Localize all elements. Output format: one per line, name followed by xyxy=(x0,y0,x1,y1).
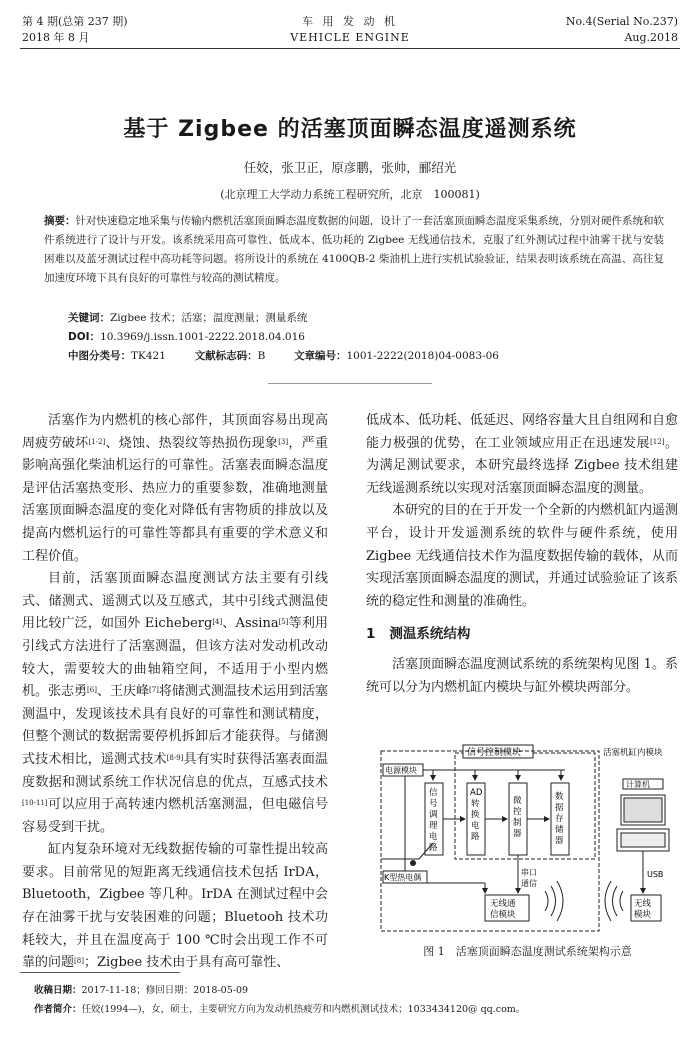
author-bio xyxy=(34,1002,674,1017)
received-value: 2017-11-18；修回日期：2018-05-09 xyxy=(81,985,249,996)
issue-number: 第 4 期(总第 237 期) xyxy=(22,15,128,28)
microcontroller-label: 微控制器 xyxy=(513,796,522,839)
cls-value: TK421 xyxy=(131,350,166,362)
citation: [8] xyxy=(74,957,84,966)
citation: [10-11] xyxy=(22,799,48,808)
abstract xyxy=(44,212,664,288)
section-heading: 1 测温系统结构 xyxy=(366,626,471,643)
journal-name-cn: 车 用 发 动 机 xyxy=(302,15,398,28)
footnote-rule xyxy=(20,972,180,973)
classification xyxy=(68,348,499,364)
figure-caption: 图 1 活塞顶面瞬态温度测试系统架构示意 xyxy=(423,945,632,958)
paper-title: 基于 Zigbee 的活塞顶面瞬态温度遥测系统 xyxy=(123,117,577,142)
usb-label: USB xyxy=(647,870,664,879)
paragraph: 活塞顶面瞬态温度测试系统的系统架构见图 1。系统可以分为内燃机缸内模块与缸外模块两部分。 xyxy=(366,656,678,695)
journal-name xyxy=(250,14,450,46)
citation: [4] xyxy=(212,618,223,627)
code-value: B xyxy=(257,350,266,362)
thermocouple-label: K型热电偶 xyxy=(384,873,422,882)
journal-name-en: VEHICLE ENGINE xyxy=(290,31,410,44)
doi xyxy=(68,329,305,345)
serial-date: Aug.2018 xyxy=(624,31,678,44)
doi-text: 10.3969/j.issn.1001-2222.2018.04.016 xyxy=(100,331,305,343)
abstract-label: 摘要： xyxy=(44,215,76,227)
keywords-text: Zigbee 技术；活塞；温度测量；测量系统 xyxy=(110,312,308,324)
citation: [5] xyxy=(278,618,289,627)
citation: [8-9] xyxy=(166,753,184,762)
doi-label: DOI： xyxy=(68,331,101,343)
bio-value: 任姣(1994—)，女，硕士，主要研究方向为发动机热疲劳和内燃机测试技术；1033434120@ qq.com。 xyxy=(81,1004,526,1015)
article-number-value: 1001-2222(2018)04-0083-06 xyxy=(346,350,499,362)
computer-label: 计算机 xyxy=(626,780,650,789)
journal-serial xyxy=(566,14,678,46)
bio-label: 作者简介： xyxy=(34,1004,82,1015)
wireless-module-label: 无线模块 xyxy=(634,899,652,920)
right-column xyxy=(366,410,678,699)
ad-converter-label: AD 转换电路 xyxy=(470,788,483,842)
serial-number: No.4(Serial No.237) xyxy=(565,15,678,28)
in-cylinder-module-label: 活塞机缸内模块 xyxy=(603,748,663,758)
paragraph: 目前，活塞顶面瞬态温度测试方法主要有引线式、储测式、遥测式以及互感式，其中引线式测温使用比较广泛，如国外 Eicheberg[4]、Assina[5]等利用引线式方法进行了活塞测温，但该方法对发动机改动较大，需要较大的曲轴箱空间，不适用于小型内燃机。张志勇[6]、王庆峰[7]将储测式测温技术运用到活塞测温中，发现该技术具有良好的可靠性和测试精度，但整个测试的数据需要停机拆卸后才能获得。与储测式技术相比，遥测式技术[8-9]具有实时获得活塞表面温度数据和测试系统工作状况信息的优点，互感式技术[10-11]可以应用于高转速内燃机活塞测温，但电磁信号容易受到干扰。 xyxy=(22,571,328,835)
abstract-text: 针对快速稳定地采集与传输内燃机活塞顶面瞬态温度数据的问题，设计了一套活塞顶面瞬态温度采集系统，分别对硬件系统和软件系统进行了设计与开发。该系统采用高可靠性、低成本、低功耗的 Zigbee 无线通信技术，克服了红外测试过程中油雾干扰与安装困难以及蓝牙测试过程中高功耗等问题。将所设计的系统在 4100QB-2 柴油机上进行实机试验验证，结果表明该系统在高温、高往复加速度环境下具有良好的可靠性与较高的测试精度。 xyxy=(44,215,665,284)
system-architecture-diagram xyxy=(375,743,680,935)
issue-date: 2018 年 8 月 xyxy=(22,31,90,44)
citation: [12] xyxy=(650,437,665,446)
left-column xyxy=(22,410,328,975)
header-rule xyxy=(20,48,680,49)
keywords xyxy=(68,310,307,326)
paragraph: 活塞作为内燃机的核心部件，其顶面容易出现高周疲劳破坏[1-2]、烧蚀、热裂纹等热损伤现象[3]，严重影响高强化柴油机运行的可靠性。活塞表面瞬态温度是评估活塞热变形、热应力的重要参数，准确地测量活塞顶面瞬态温度的变化对降低有害物质的排放以及提高内燃机运行的可靠性等都具有重要的学术意义和工程价值。 xyxy=(22,413,328,564)
paragraph: 低成本、低功耗、低延迟、网络容量大且自组网和自愈能力极强的优势，在工业领域应用正在迅速发展[12]。为满足测试要求，本研究最终选择 Zigbee 技术组建无线遥测系统以实现对活塞顶面瞬态温度的测量。 xyxy=(366,413,679,496)
power-module-label: 电源模块 xyxy=(385,766,417,775)
received-date xyxy=(34,983,248,998)
wireless-comm-module-label: 无线通信模块 xyxy=(490,899,516,920)
keywords-label: 关键词： xyxy=(68,312,110,324)
affiliation: (北京理工大学动力系统工程研究所，北京 100081) xyxy=(220,188,480,201)
citation: [7] xyxy=(148,686,159,695)
paragraph: 缸内复杂环境对无线数据传输的可靠性提出较高要求。目前常见的短距离无线通信技术包括 IrDA，Bluetooth，Zigbee 等几种。IrDA 在测试过程中会存在油雾干扰与安装困难的问题；Bluetooh 技术功耗较大，并且在温度高于 100 ℃时会出现工作不可靠的问题[8]；Zigbee 技术由于具有高可靠性、 xyxy=(22,842,328,971)
conditioning-circuit-label: 信号调理电路 xyxy=(429,788,438,853)
citation: [1-2] xyxy=(88,437,106,446)
article-number-label: 文章编号： xyxy=(293,350,347,362)
citation: [3] xyxy=(278,437,289,446)
paragraph: 本研究的目的在于开发一个全新的内燃机缸内遥测平台，设计开发遥测系统的软件与硬件系统，使用 Zigbee 无线通信技术作为温度数据传输的载体，从而实现活塞顶面瞬态温度的测试，并通过试验验证了该系统的稳定性和测量的准确性。 xyxy=(366,503,679,609)
code-label: 文献标志码： xyxy=(194,350,258,362)
citation: [6] xyxy=(87,686,97,695)
journal-issue xyxy=(22,14,128,46)
author-list: 任姣，张卫正，原彦鹏，张帅，郦绍光 xyxy=(243,160,457,175)
cls-label: 中图分类号： xyxy=(68,350,131,362)
received-label: 收稿日期： xyxy=(34,985,82,996)
abstract-separator xyxy=(268,383,432,384)
signal-module-label: 信号控制模块 xyxy=(467,748,522,758)
serial-comm-label: 串口通信 xyxy=(521,868,537,888)
data-storage-label: 数据存储器 xyxy=(555,792,564,846)
